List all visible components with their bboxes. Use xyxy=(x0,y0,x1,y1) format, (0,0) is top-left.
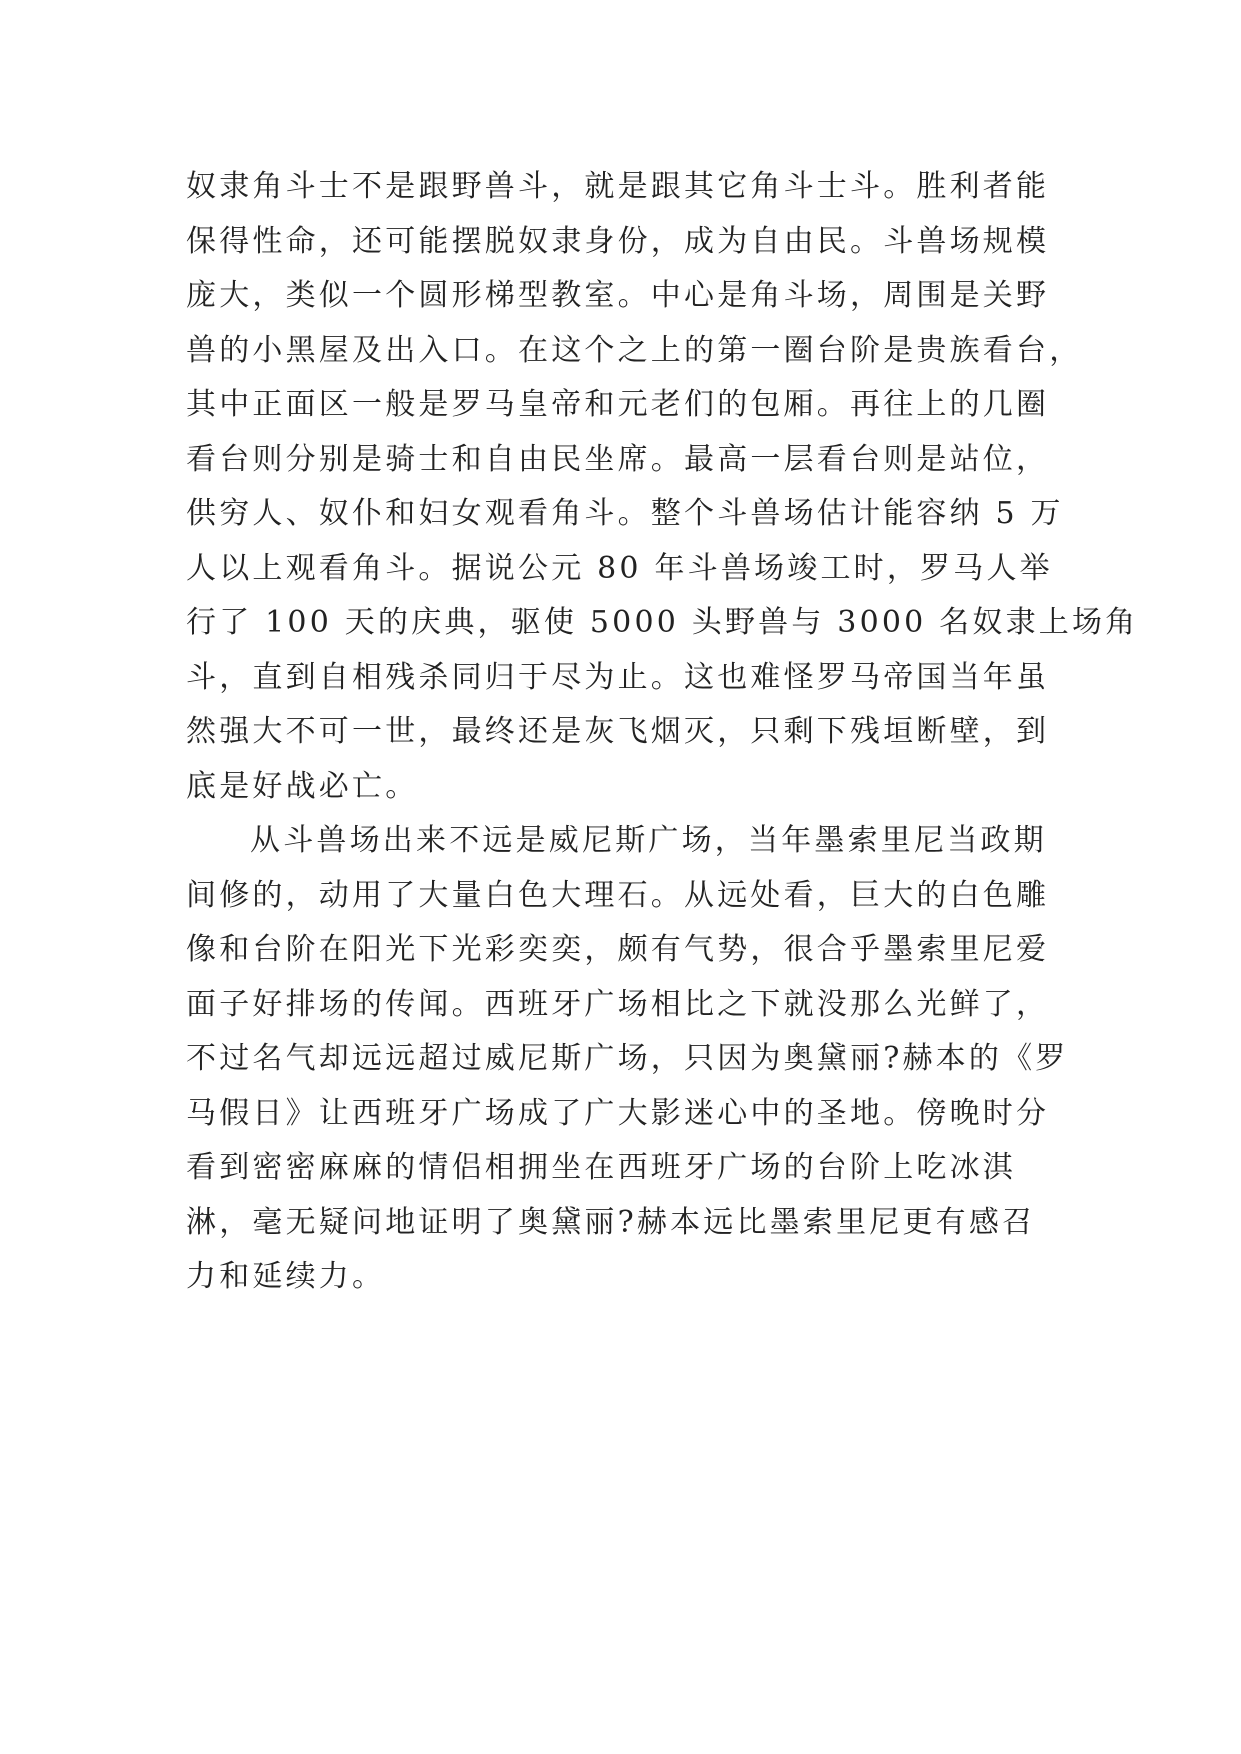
text-line: 不过名气却远远超过威尼斯广场，只因为奥黛丽?赫本的《罗 xyxy=(186,1041,1069,1076)
text-line: 间修的，动用了大量白色大理石。从远处看，巨大的白色雕 xyxy=(186,877,1050,913)
text-line: 然强大不可一世，最终还是灰飞烟灭，只剩下残垣断壁，到 xyxy=(186,714,1050,749)
text-line: 底是好战必亡。 xyxy=(186,768,419,804)
text-line: 其中正面区一般是罗马皇帝和元老们的包厢。再往上的几圈 xyxy=(186,387,1050,422)
text-line: 兽的小黑屋及出入口。在这个之上的第一圈台阶是贵族看台， xyxy=(186,332,1083,368)
text-line: 马假日》让西班牙广场成了广大影迷心中的圣地。傍晚时分 xyxy=(186,1095,1050,1131)
text-line: 像和台阶在阳光下光彩奕奕，颇有气势，很合乎墨索里尼爱 xyxy=(186,932,1050,967)
text-line: 淋，毫无疑问地证明了奥黛丽?赫本远比墨索里尼更有感召 xyxy=(186,1204,1036,1240)
text-line: 行了 100 天的庆典，驱使 5000 头野兽与 3000 名奴隶上场角 xyxy=(186,605,1139,640)
paragraph-colosseum xyxy=(186,160,1139,814)
text-line: 庞大，类似一个圆形梯型教室。中心是角斗场，周围是关野 xyxy=(186,278,1050,313)
text-line: 保得性命，还可能摆脱奴隶身份，成为自由民。斗兽场规模 xyxy=(186,223,1050,259)
text-line: 看到密密麻麻的情侣相拥坐在西班牙广场的台阶上吃冰淇 xyxy=(186,1150,1016,1185)
text-line: 看台则分别是骑士和自由民坐席。最高一层看台则是站位， xyxy=(186,441,1050,477)
text-line: 力和延续力。 xyxy=(186,1259,386,1294)
text-line: 从斗兽场出来不远是威尼斯广场，当年墨索里尼当政期 xyxy=(250,823,1047,858)
text-line: 斗，直到自相残杀同归于尽为止。这也难怪罗马帝国当年虽 xyxy=(186,659,1050,695)
text-line: 面子好排场的传闻。西班牙广场相比之下就没那么光鲜了， xyxy=(186,986,1050,1022)
text-line: 奴隶角斗士不是跟野兽斗，就是跟其它角斗士斗。胜利者能 xyxy=(186,169,1050,204)
paragraph-squares xyxy=(186,814,1069,1305)
text-line: 供穷人、奴仆和妇女观看角斗。整个斗兽场估计能容纳 5 万 xyxy=(186,496,1064,531)
text-line: 人以上观看角斗。据说公元 80 年斗兽场竣工时，罗马人举 xyxy=(186,550,1053,586)
document-body xyxy=(186,160,1139,1305)
